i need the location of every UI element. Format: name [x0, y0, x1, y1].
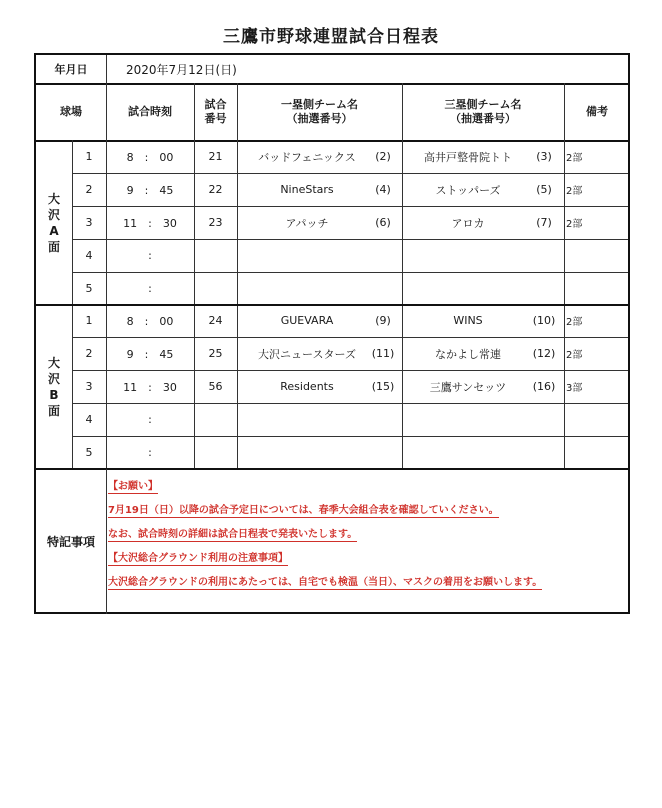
first-base-lot-number	[365, 403, 401, 436]
row-number: 2	[85, 183, 93, 196]
venue-name-char: 沢	[47, 371, 60, 386]
row-number: 1	[85, 150, 93, 163]
header-third-base-team	[402, 83, 564, 140]
date-value: 2020年7月12日(日)	[126, 62, 237, 77]
first-base-team	[245, 403, 369, 436]
first-base-team: GUEVARA	[280, 314, 334, 327]
special-notes-separator	[106, 469, 107, 614]
remarks	[566, 272, 628, 305]
game-number	[194, 436, 237, 469]
remarks	[566, 239, 628, 272]
game-time: 11 : 30	[123, 380, 177, 394]
special-notes-label: 特記事項	[46, 535, 95, 549]
third-base-team: ストッパーズ	[435, 183, 501, 197]
game-time: :	[148, 413, 152, 426]
row-number: 5	[85, 282, 93, 295]
first-base-team: Residents	[280, 380, 334, 393]
game-number: 23	[208, 216, 223, 229]
column-separator	[402, 83, 403, 469]
game-time: :	[148, 446, 152, 459]
third-base-lot-number	[526, 239, 562, 272]
third-base-lot-number: (16)	[532, 380, 556, 393]
first-base-team	[245, 239, 369, 272]
remarks	[566, 403, 628, 436]
row-number: 1	[85, 314, 93, 327]
third-base-lot-number: (3)	[536, 150, 552, 163]
third-base-lot-number	[526, 272, 562, 305]
game-number	[194, 403, 237, 436]
remarks: 3部	[566, 383, 583, 394]
venue-name-char: 面	[47, 239, 60, 254]
row-number: 2	[85, 347, 93, 360]
third-base-team	[406, 403, 530, 436]
first-base-lot-number	[365, 239, 401, 272]
venue-name-char: 大	[47, 355, 60, 370]
section-divider	[36, 468, 628, 470]
header-game-number	[194, 83, 237, 140]
third-base-team	[406, 272, 530, 305]
game-time: 9 : 45	[126, 183, 174, 197]
remarks: 2部	[566, 350, 583, 361]
first-base-team: 大沢ニュースターズ	[258, 347, 356, 361]
column-separator	[564, 83, 565, 469]
first-base-team	[245, 436, 369, 469]
third-base-team: 三鷹サンセッツ	[429, 380, 507, 394]
header-third-base-line: 三塁側チーム名	[444, 97, 522, 111]
first-base-lot-number: (6)	[375, 216, 391, 229]
venue-name-char: 大	[47, 191, 60, 206]
venue-name-char: 沢	[47, 207, 60, 222]
column-separator	[237, 83, 238, 469]
remarks: 2部	[566, 317, 583, 328]
first-base-team: NineStars	[280, 183, 334, 196]
game-time: 9 : 45	[126, 347, 174, 361]
first-base-lot-number: (9)	[375, 314, 391, 327]
remarks: 2部	[566, 153, 583, 164]
third-base-team: なかよし常連	[435, 347, 501, 361]
date-row-separator	[106, 55, 107, 83]
row-number: 5	[85, 446, 93, 459]
header-third-base-line: （抽選番号）	[450, 111, 516, 125]
special-note-line: 【お願い】	[108, 477, 158, 494]
special-note-line: 7月19日（日）以降の試合予定日については、春季大会組合表を確認していください。	[108, 501, 499, 518]
header-game-number-line: 番号	[204, 111, 227, 125]
first-base-lot-number	[365, 436, 401, 469]
date-label: 年月日	[54, 63, 88, 76]
first-base-lot-number: (11)	[371, 347, 395, 360]
first-base-lot-number: (15)	[371, 380, 395, 393]
game-number: 25	[208, 347, 223, 360]
venue-name	[36, 304, 72, 469]
venue-name-char: 面	[47, 403, 60, 418]
first-base-lot-number: (4)	[375, 183, 391, 196]
first-base-lot-number: (2)	[375, 150, 391, 163]
third-base-lot-number: (12)	[532, 347, 556, 360]
remarks	[566, 436, 628, 469]
venue-name-char: B	[49, 387, 59, 402]
third-base-lot-number: (10)	[532, 314, 556, 327]
first-base-team: バッドフェニックス	[258, 150, 356, 164]
game-time: :	[148, 282, 152, 295]
row-number: 3	[85, 216, 93, 229]
game-number	[194, 239, 237, 272]
venue-name	[36, 140, 72, 305]
special-note-line: 大沢総合グラウンドの利用にあたっては、自宅でも検温（当日）、マスクの着用をお願いします。	[108, 573, 542, 590]
game-number: 22	[208, 183, 223, 196]
venue-name-char: A	[49, 223, 59, 238]
game-number: 24	[208, 314, 223, 327]
header-remarks: 備考	[586, 104, 608, 118]
game-time: :	[148, 249, 152, 262]
header-first-base-line: （抽選番号）	[286, 111, 353, 125]
game-number: 56	[208, 380, 223, 393]
row-number: 4	[85, 413, 93, 426]
first-base-lot-number	[365, 272, 401, 305]
third-base-team	[406, 239, 530, 272]
game-number: 21	[208, 150, 223, 163]
special-note-line: なお、試合時刻の詳細は試合日程表で発表いたします。	[108, 525, 357, 542]
third-base-team: アロカ	[451, 216, 485, 230]
header-game-number-line: 試合	[204, 97, 227, 111]
third-base-team	[406, 436, 530, 469]
third-base-team: WINS	[453, 314, 483, 327]
game-time: 8 : 00	[126, 314, 174, 328]
header-venue: 球場	[60, 104, 82, 118]
special-note-line: 【大沢総合グラウンド利用の注意事項】	[108, 549, 288, 566]
remarks: 2部	[566, 186, 583, 197]
first-base-team	[245, 272, 369, 305]
first-base-team: アパッチ	[285, 216, 329, 230]
game-number	[194, 272, 237, 305]
header-time: 試合時刻	[128, 104, 172, 118]
row-number: 3	[85, 380, 93, 393]
third-base-lot-number	[526, 436, 562, 469]
header-first-base-team	[237, 83, 402, 140]
schedule-table	[34, 53, 630, 614]
third-base-lot-number: (7)	[536, 216, 552, 229]
third-base-lot-number: (5)	[536, 183, 552, 196]
game-time: 11 : 30	[123, 216, 177, 230]
game-time: 8 : 00	[126, 150, 174, 164]
remarks: 2部	[566, 219, 583, 230]
header-first-base-line: 一塁側チーム名	[281, 97, 358, 111]
row-number: 4	[85, 249, 93, 262]
third-base-team: 高井戸整骨院トト	[424, 150, 512, 164]
third-base-lot-number	[526, 403, 562, 436]
page-title: 三鷹市野球連盟試合日程表	[223, 27, 439, 47]
